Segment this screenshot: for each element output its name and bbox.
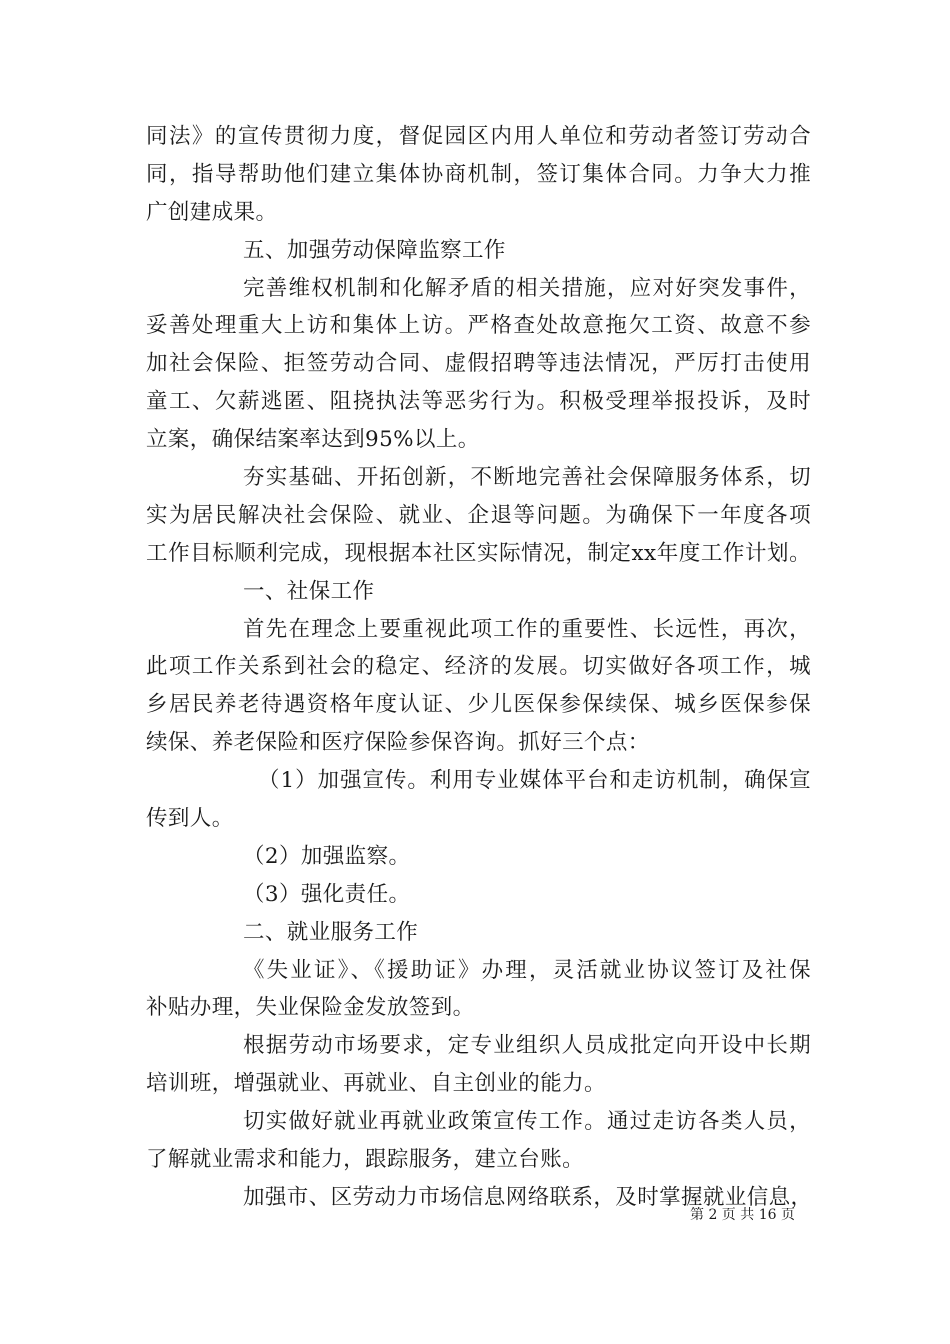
text-line: 首先在理念上要重视此项工作的重要性、长远性，再次， (243, 616, 811, 642)
text-line: 妥善处理重大上访和集体上访。严格查处故意拖欠工资、故意不参 (146, 313, 811, 339)
text-line: 加强市、区劳动力市场信息网络联系，及时掌握就业信息， (243, 1184, 813, 1210)
text-line: 实为居民解决社会保险、就业、企退等问题。为确保下一年度各项 (146, 502, 811, 528)
text-line: 完善维权机制和化解矛盾的相关措施，应对好突发事件， (243, 275, 811, 301)
text-line: 补贴办理，失业保险金发放签到。 (146, 995, 475, 1021)
text-line: 广创建成果。 (146, 199, 278, 225)
text-line: 《失业证》、《援助证》办理，灵活就业协议签订及社保 (243, 957, 811, 983)
text-line: 传到人。 (146, 806, 234, 832)
text-line: 了解就业需求和能力，跟踪服务，建立台账。 (146, 1147, 585, 1173)
list-item: （3）强化责任。 (243, 881, 411, 907)
text-line: 续保、养老保险和医疗保险参保咨询。抓好三个点： (146, 730, 650, 756)
text-line: 童工、欠薪逃匿、阻挠执法等恶劣行为。积极受理举报投诉，及时 (146, 389, 811, 415)
section-heading: 一、社保工作 (243, 578, 375, 604)
text-line: 立案，确保结案率达到95%以上。 (146, 427, 480, 453)
text-line: 培训班，增强就业、再就业、自主创业的能力。 (146, 1071, 606, 1097)
section-heading: 五、加强劳动保障监察工作 (243, 237, 506, 263)
text-line: 同，指导帮助他们建立集体协商机制，签订集体合同。力争大力推 (146, 161, 811, 187)
text-line: 同法》的宣传贯彻力度，督促园区内用人单位和劳动者签订劳动合 (146, 124, 811, 149)
text-line: 加社会保险、拒签劳动合同、虚假招聘等违法情况，严厉打击使用 (146, 351, 811, 377)
section-heading: 二、就业服务工作 (243, 919, 419, 945)
list-item: （1）加强宣传。利用专业媒体平台和走访机制，确保宣 (258, 768, 811, 794)
page-number-footer: 第 2 页 共 16 页 (690, 1207, 795, 1223)
text-line: 根据劳动市场要求，定专业组织人员成批定向开设中长期 (243, 1033, 811, 1059)
list-item: （2）加强监察。 (243, 843, 411, 869)
text-line: 夯实基础、开拓创新，不断地完善社会保障服务体系，切 (243, 465, 811, 491)
text-line: 乡居民养老待遇资格年度认证、少儿医保参保续保、城乡医保参保 (146, 692, 811, 718)
text-line: 此项工作关系到社会的稳定、经济的发展。切实做好各项工作，城 (146, 654, 811, 680)
text-line: 切实做好就业再就业政策宣传工作。通过走访各类人员， (243, 1109, 811, 1135)
document-body (146, 118, 811, 1217)
text-line: 工作目标顺利完成，现根据本社区实际情况，制定xx年度工作计划。 (146, 540, 811, 566)
